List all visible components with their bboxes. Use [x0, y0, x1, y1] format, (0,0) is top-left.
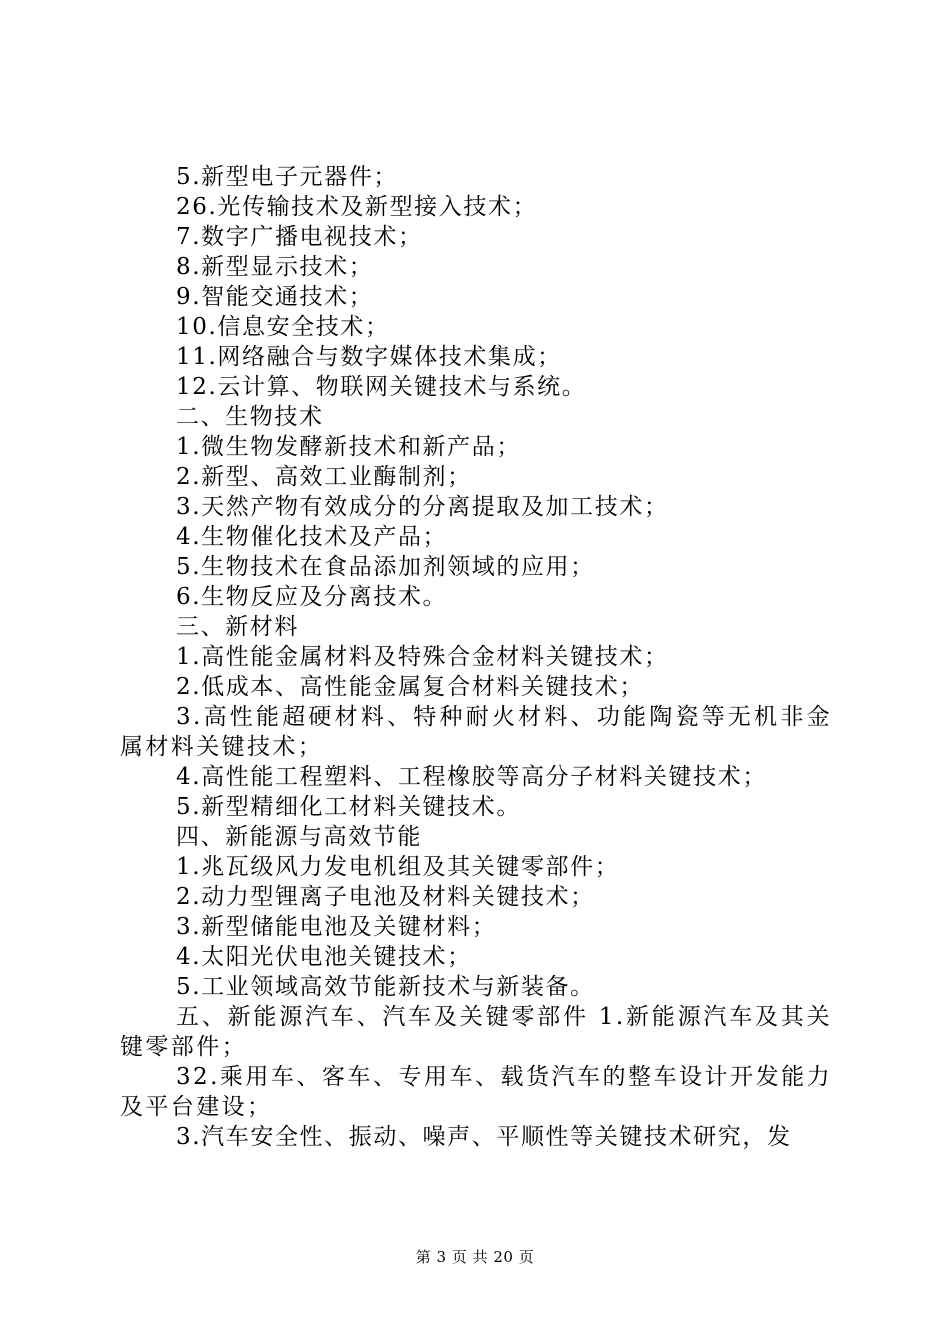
list-item: 1.兆瓦级风力发电机组及其关键零部件； — [176, 854, 620, 880]
list-item: 11.网络融合与数字媒体技术集成； — [176, 344, 562, 370]
list-item: 5.工业领域高效节能新技术与新装备。 — [176, 974, 595, 1000]
list-item: 3.新型储能电池及关键材料； — [176, 914, 497, 940]
list-item: 1.微生物发酵新技术和新产品； — [176, 434, 521, 460]
section-heading: 三、新材料 — [176, 614, 299, 640]
list-item: 32.乘用车、客车、专用车、载货汽车的整车设计开发能力及平台建设； — [120, 1064, 832, 1120]
list-item: 6.生物反应及分离技术。 — [176, 584, 448, 610]
list-item: 8.新型显示技术； — [176, 254, 374, 280]
section-heading: 二、生物技术 — [176, 404, 324, 430]
list-item: 9.智能交通技术； — [176, 284, 374, 310]
list-item: 4.生物催化技术及产品； — [176, 524, 448, 550]
page-number-footer: 第 3 页 共 20 页 — [415, 1248, 535, 1266]
list-item: 5.新型精细化工材料关键技术。 — [176, 794, 521, 820]
list-item: 4.高性能工程塑料、工程橡胶等高分子材料关键技术； — [176, 764, 767, 790]
list-item: 3.汽车安全性、振动、噪声、平顺性等关键技术研究，发 — [176, 1124, 792, 1150]
list-item: 3.高性能超硬材料、特种耐火材料、功能陶瓷等无机非金属材料关键技术； — [120, 704, 832, 760]
section-heading: 四、新能源与高效节能 — [176, 824, 422, 850]
list-item: 2.新型、高效工业酶制剂； — [176, 464, 472, 490]
list-item: 12.云计算、物联网关键技术与系统。 — [176, 374, 587, 400]
list-item: 5.新型电子元器件； — [176, 164, 398, 190]
list-item: 5.生物技术在食品添加剂领域的应用； — [176, 554, 595, 580]
list-item: 10.信息安全技术； — [176, 314, 390, 340]
list-item: 26.光传输技术及新型接入技术； — [176, 194, 538, 220]
document-body — [120, 162, 832, 1152]
list-item: 3.天然产物有效成分的分离提取及加工技术； — [176, 494, 669, 520]
list-item: 4.太阳光伏电池关键技术； — [176, 944, 472, 970]
list-item: 1.高性能金属材料及特殊合金材料关键技术； — [176, 644, 669, 670]
section-heading: 五、新能源汽车、汽车及关键零部件 1.新能源汽车及其关键零部件； — [120, 1004, 832, 1060]
list-item: 2.动力型锂离子电池及材料关键技术； — [176, 884, 595, 910]
list-item: 2.低成本、高性能金属复合材料关键技术； — [176, 674, 644, 700]
list-item: 7.数字广播电视技术； — [176, 224, 423, 250]
